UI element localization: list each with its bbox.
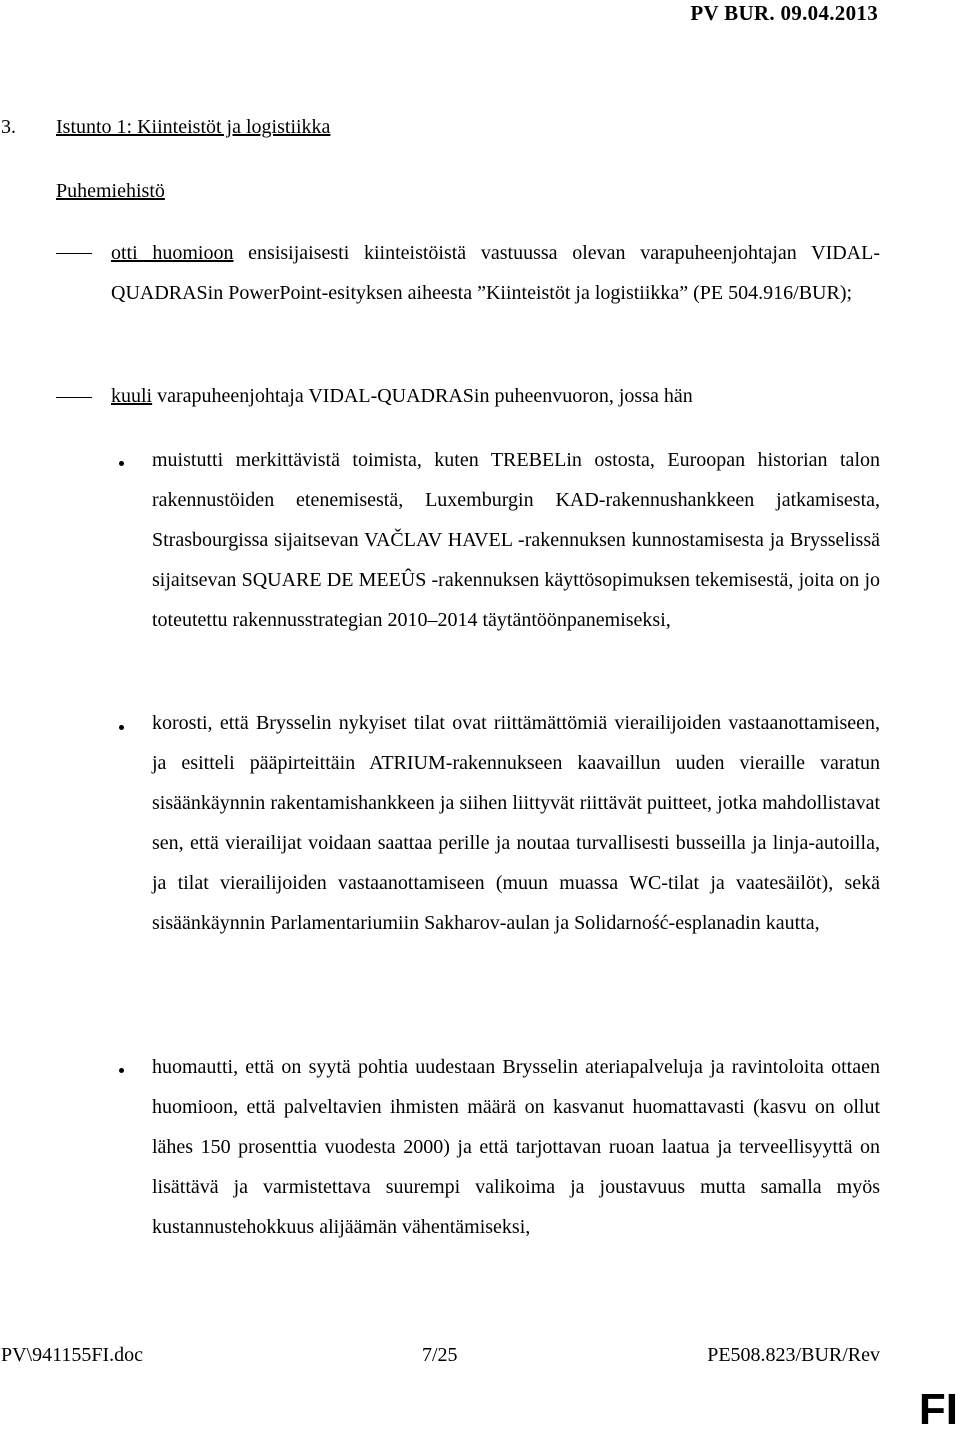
decision-text: varapuheenjohtaja VIDAL-QUADRASin puheenvuoron, jossa hän — [152, 385, 693, 407]
section-title: Istunto 1: Kiinteistöt ja logistiikka — [56, 116, 331, 138]
footer-doc: PV\941155FI.doc — [1, 1344, 144, 1366]
decision-text: ensisijaisesti kiinteistöistä vastuussa olevan varapuheenjohtajan VIDAL-QUADRASin PowerPoint-esityksen aiheesta ”Kiinteistöt ja logistiikka” (PE 504.916/BUR); — [111, 242, 880, 305]
dash-marker — [56, 253, 92, 254]
bullet-dot — [119, 1068, 124, 1073]
decision-item — [111, 376, 880, 416]
decision-verb: kuuli — [111, 385, 153, 407]
dash-marker — [56, 397, 92, 398]
language-code: FI — [918, 1385, 958, 1434]
decision-verb: otti huomioon — [111, 242, 234, 264]
bullet-item: muistutti merkittävistä toimista, kuten TREBELin ostosta, Euroopan historian talon rakennustöiden etenemisestä, Luxemburgin KAD-rakennushankkeen jatkamisesta, Strasbourgissa sijaitsevan VAČLAV HAVEL -rakennuksen kunnostamisesta ja Brysselissä sijaitsevan SQUARE DE MEEÛS -rakennuksen käyttösopimuksen tekemisestä, joita on jo toteutettu rakennusstrategian 2010–2014 täytäntöönpanemiseksi, — [152, 449, 880, 632]
footer-ref: PE508.823/BUR/Rev — [707, 1344, 880, 1366]
subheading: Puhemiehistö — [56, 180, 165, 202]
bullet-item: huomautti, että on syytä pohtia uudestaan Brysselin ateriapalveluja ja ravintoloita ottaen huomioon, että palveltavien ihmisten määrä on kasvanut huomattavasti (kasvu on ollut lähes 150 prosenttia vuodesta 2000) ja että tarjottavan ruoan laatua ja terveellisyyttä on lisättävä ja varmistettava suurempi valikoima ja joustavuus mutta samalla myös kustannustehokkuus alijäämän vähentämiseksi, — [152, 1056, 880, 1239]
decision-item — [111, 233, 880, 314]
section-number: 3. — [1, 116, 16, 138]
footer-page: 7/25 — [422, 1344, 458, 1366]
header-reference: PV BUR. 09.04.2013 — [690, 1, 878, 25]
bullet-dot — [119, 461, 124, 466]
bullet-dot — [119, 725, 124, 730]
bullet-item: korosti, että Brysselin nykyiset tilat ovat riittämättömiä vierailijoiden vastaanottamiseen, ja esitteli pääpirteittäin ATRIUM-rakennukseen kaavaillun uuden vieraille varatun sisäänkäynnin rakentamishankkeen ja siihen liittyvät riittävät puitteet, jotka mahdollistavat sen, että vierailijat voidaan saattaa perille ja noutaa turvallisesti busseilla ja linja-autoilla, ja tilat vierailijoiden vastaanottamiseen (muun muassa WC-tilat ja vaatesäilöt), sekä sisäänkäynnin Parlamentariumiin Sakharov-aulan ja Solidarność-esplanadin kautta, — [152, 712, 880, 935]
